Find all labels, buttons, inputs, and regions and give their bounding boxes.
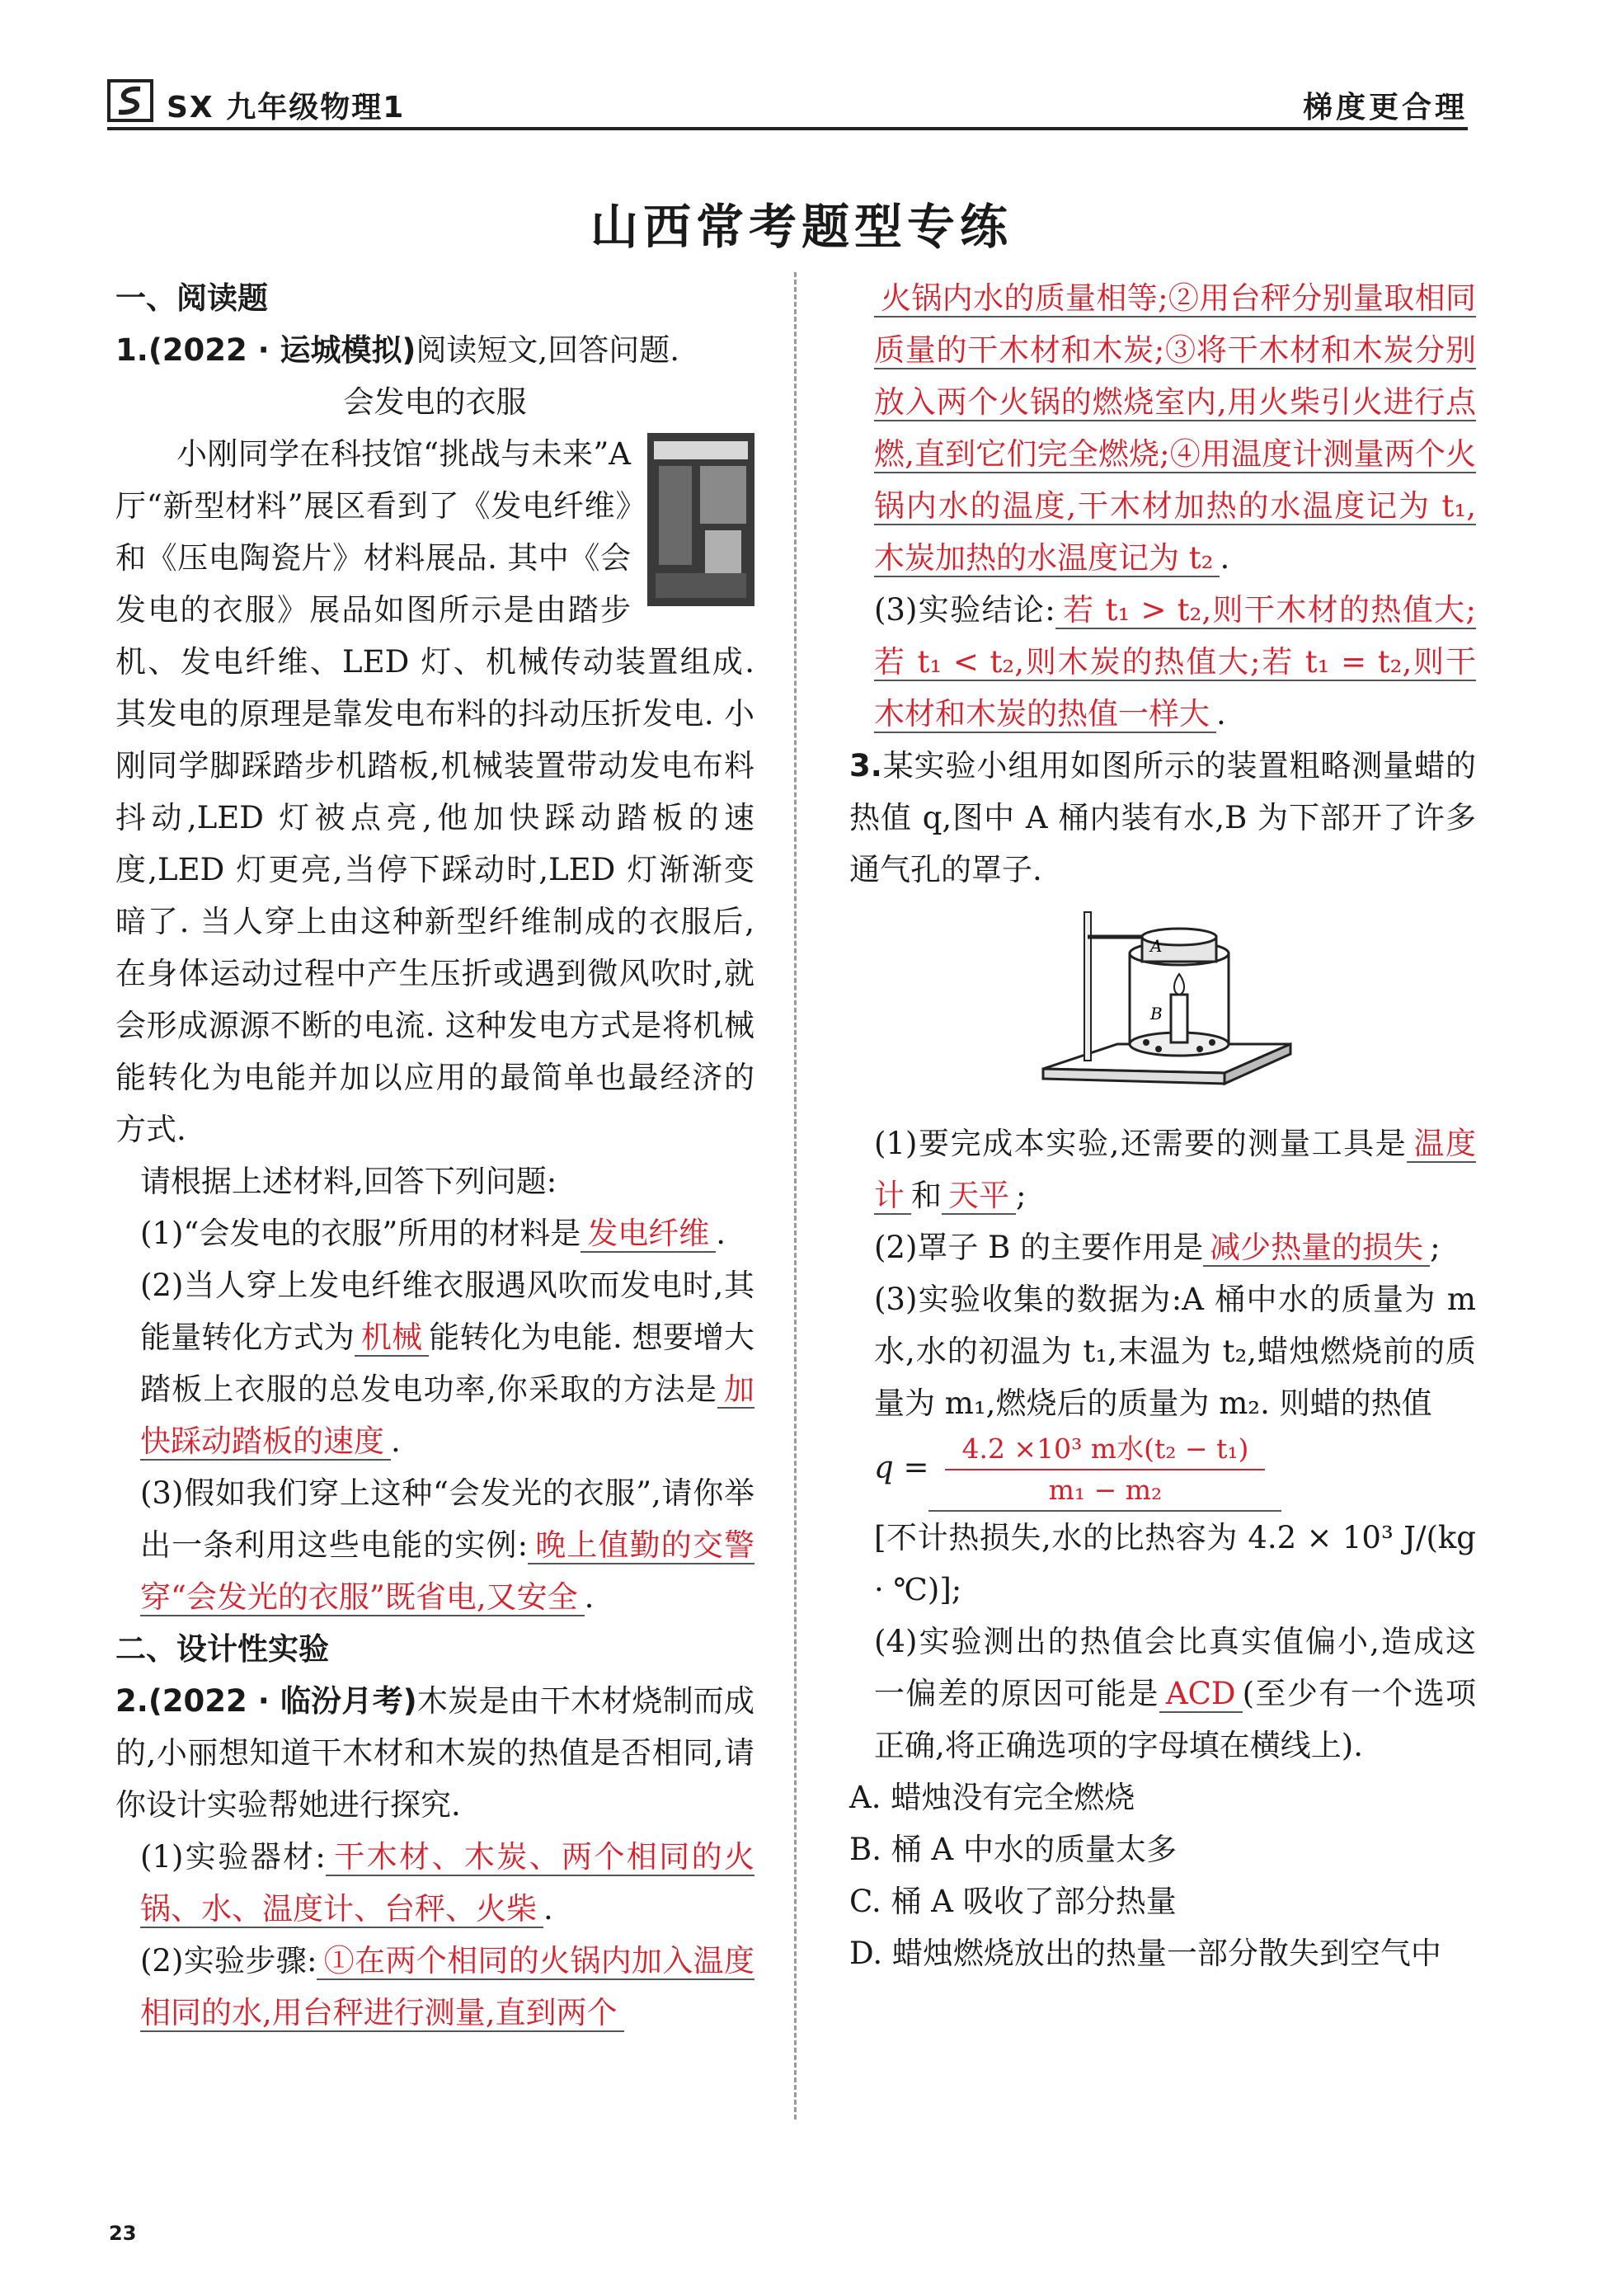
formula-numerator: 4.2 ×10³ m水(t₂ − t₁) <box>945 1429 1265 1470</box>
q3-part-4-text: (4)实验测出的热值会比真实值偏小,造成这一偏差的原因可能是 <box>874 1624 1476 1711</box>
q1-part-2-text-b: 能转化为电能. 想要增大踏板上衣服的总发电功率,你采取的方法是 <box>140 1320 755 1407</box>
question-3-header <box>849 740 1476 896</box>
q1-part-1-text: (1)“会发电的衣服”所用的材料是 <box>140 1216 581 1251</box>
q1-part-2-answer-1: 机械 <box>355 1320 429 1357</box>
q1-part-1: (1)“会发电的衣服”所用的材料是 发电纤维 . <box>140 1216 726 1251</box>
question-number: 2. <box>115 1683 148 1719</box>
question-stem: 木炭是由干木材烧制而成的,小丽想知道干木材和木炭的热值是否相同,请你设计实验帮她进行探究. <box>115 1683 754 1823</box>
q3-part-1-answer-2: 天平 <box>942 1178 1016 1215</box>
q1-part-2-answer-2: 加快踩动踏板的速度 <box>140 1371 754 1459</box>
option-a: A. 蜡烛没有完全燃烧 <box>849 1780 1135 1815</box>
q2-part-1-answer: 干木材、木炭、两个相同的火锅、水、温度计、台秤、火柴 <box>140 1839 754 1927</box>
exhibit-photo <box>647 433 754 606</box>
page-number: 23 <box>109 2222 137 2245</box>
option-d: D. 蜡烛燃烧放出的热量一部分散失到空气中 <box>849 1936 1441 1971</box>
figure-label-b: B <box>1150 1004 1163 1023</box>
q2-part-3: (3)实验结论: 若 t₁ > t₂,则干木材的热值大;若 t₁ < t₂,则木炭的热值大;若 t₁ = t₂,则干木材和木炭的热值一样大 . <box>874 592 1476 732</box>
q3-part-1-text: (1)要完成本实验,还需要的测量工具是 <box>874 1126 1408 1161</box>
q1-part-3: (3)假如我们穿上这种“会发光的衣服”,请你举出一条利用这些电能的实例: 晚上值勤的交警穿“会发光的衣服”既省电,又安全 . <box>140 1475 755 1615</box>
q2-part-2 <box>115 1935 754 2039</box>
header-slogan: 梯度更合理 <box>1302 91 1468 125</box>
question-source: (2022 · 运城模拟) <box>148 332 416 368</box>
q2-part-2-answer-right: 火锅内水的质量相等;②用台秤分别量取相同质量的干木材和木炭;③将干木材和木炭分别放入两个火锅的燃烧室内,用火柴引火进行点燃,直到它们完全燃烧;④用温度计测量两个火锅内水的温度,干木材加热的水温度记为 t₁,木炭加热的水温度记为 t₂ <box>874 280 1476 576</box>
question-number: 3. <box>849 748 882 783</box>
q3-part-2: (2)罩子 B 的主要作用是 减少热量的损失 ; <box>874 1230 1441 1265</box>
right-column <box>849 272 1476 1979</box>
q3-part-1-answer-1: 温度计 <box>874 1126 1477 1213</box>
q2-part-1-text: (1)实验器材: <box>140 1839 326 1875</box>
question-stem: 阅读短文,回答问题. <box>416 332 679 368</box>
formula-denominator: m₁ − m₂ <box>1048 1474 1163 1506</box>
header-book-title: SX 九年级物理1 <box>167 91 406 125</box>
column-divider <box>794 272 797 2120</box>
q3-part-1: (1)要完成本实验,还需要的测量工具是 温度计 和 天平 ; <box>874 1126 1477 1213</box>
formula-fraction <box>945 1429 1265 1510</box>
formula-q: q = <box>874 1449 929 1485</box>
left-column <box>115 272 754 2039</box>
section-reading: 一、阅读题 <box>115 280 268 316</box>
question-1-header <box>115 324 754 376</box>
q3-part-4-tail: (至少有一个选项正确,将正确选项的字母填在横线上). <box>874 1676 1476 1763</box>
option-b: B. 桶 A 中水的质量太多 <box>849 1832 1177 1867</box>
option-c: C. 桶 A 吸收了部分热量 <box>849 1884 1177 1919</box>
publisher-logo-icon <box>107 79 153 122</box>
q2-part-1: (1)实验器材: 干木材、木炭、两个相同的火锅、水、温度计、台秤、火柴 . <box>140 1839 754 1927</box>
question-stem: 某实验小组用如图所示的装置粗略测量蜡的热值 q,图中 A 桶内装有水,B 为下部开了许多通气孔的罩子. <box>849 748 1476 887</box>
q1-part-3-answer: 晚上值勤的交警穿“会发光的衣服”既省电,又安全 <box>140 1527 755 1615</box>
question-number: 1. <box>115 332 148 368</box>
article-title: 会发电的衣服 <box>343 384 527 420</box>
q2-part-3-answer: 若 t₁ > t₂,则干木材的热值大;若 t₁ < t₂,则木炭的热值大;若 t₁ = t₂,则干木材和木炭的热值一样大 <box>874 592 1476 732</box>
formula-answer-blank <box>928 1429 1281 1512</box>
q1-part-2-text-a: (2)当人穿上发电纤维衣服遇风吹而发电时,其能量转化方式为 <box>140 1268 754 1355</box>
q2-part-3-text: (3)实验结论: <box>874 592 1055 628</box>
q3-part-1-connector: 和 <box>911 1178 942 1213</box>
page-header <box>107 76 1468 130</box>
question-2-header <box>115 1675 754 1831</box>
q1-part-3-text: (3)假如我们穿上这种“会发光的衣服”,请你举出一条利用这些电能的实例: <box>140 1475 754 1563</box>
page-title: 山西常考题型专练 <box>590 199 1013 255</box>
question-source: (2022 · 临汾月考) <box>148 1683 417 1719</box>
candle-apparatus-icon <box>1027 904 1299 1094</box>
article-body: 小刚同学在科技馆“挑战与未来”A 厅“新型材料”展区看到了《发电纤维》和《压电陶瓷片》材料展品. 其中《会发电的衣服》展品如图所示是由踏步机、发电纤维、LED 灯、机械传动装置组成. 其发电的原理是靠发电布料的抖动压折发电. 小刚同学脚踩踏步机踏板,机械装置带动发电布料抖动,LED 灯被点亮,他加快踩动踏板的速度,LED 灯更亮,当停下踩动时,LED 灯渐渐变暗了. 当人穿上由这种新型纤维制成的衣服后,在身体运动过程中产生压折或遇到微风吹时,就会形成源源不断的电流. 这种发电方式是将机械能转化为电能并加以应用的最简单也最经济的方式. <box>115 436 754 1147</box>
q3-part-3-tail: [不计热损失,水的比热容为 4.2 × 10³ J/(kg · ℃)]; <box>874 1520 1476 1607</box>
q3-part-3-formula <box>849 1429 1476 1512</box>
q1-prompt: 请根据上述材料,回答下列问题: <box>140 1164 557 1199</box>
exhibit-photo-icon <box>647 433 754 606</box>
q2-part-2-text: (2)实验步骤: <box>140 1943 317 1978</box>
q3-part-3 <box>849 1273 1476 1429</box>
q2-part-2-continued: 火锅内水的质量相等;②用台秤分别量取相同质量的干木材和木炭;③将干木材和木炭分别放入两个火锅的燃烧室内,用火柴引火进行点燃,直到它们完全燃烧;④用温度计测量两个火锅内水的温度,干木材加热的水温度记为 t₁,木炭加热的水温度记为 t₂ . <box>874 280 1476 576</box>
q3-part-4 <box>849 1616 1476 1771</box>
apparatus-figure <box>849 904 1476 1109</box>
figure-label-a: A <box>1150 936 1163 956</box>
q1-part-2: (2)当人穿上发电纤维衣服遇风吹而发电时,其能量转化方式为 机械 能转化为电能. 想要增大踏板上衣服的总发电功率,你采取的方法是 加快踩动踏板的速度 . <box>140 1268 755 1459</box>
q3-part-2-answer: 减少热量的损失 <box>1203 1230 1430 1267</box>
q1-part-1-answer: 发电纤维 <box>581 1216 716 1253</box>
q3-part-4-answer: ACD <box>1159 1676 1243 1713</box>
q2-part-2-answer-left: ①在两个相同的火锅内加入温度相同的水,用台秤进行测量,直到两个 <box>140 1943 754 2030</box>
q3-part-2-text: (2)罩子 B 的主要作用是 <box>874 1230 1204 1265</box>
q3-part-3-text: (3)实验收集的数据为:A 桶中水的质量为 m水,水的初温为 t₁,末温为 t₂,蜡烛燃烧前的质量为 m₁,燃烧后的质量为 m₂. 则蜡的热值 <box>874 1282 1476 1421</box>
section-design-experiment: 二、设计性实验 <box>115 1631 329 1667</box>
